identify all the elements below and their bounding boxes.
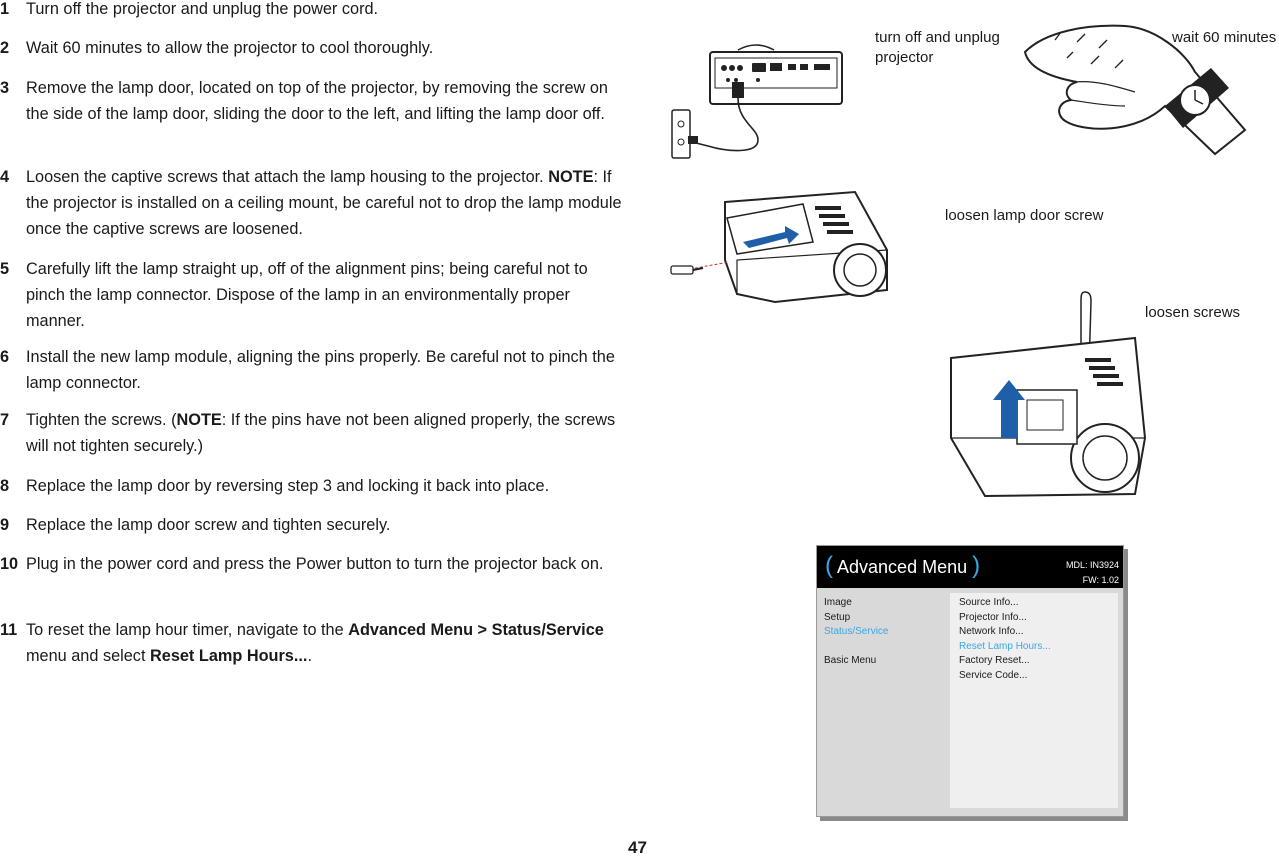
step-number: 2 bbox=[0, 39, 10, 57]
menu-item-service-code[interactable]: Service Code... bbox=[959, 669, 1028, 681]
menu-spacer bbox=[824, 640, 888, 655]
note-label: NOTE bbox=[176, 411, 222, 429]
step-text: Loosen the captive screws that attach the lamp housing to the projector. NOTE: If the projector is installed on a ceiling mount, be careful not to drop the lamp module once the captive screws are loosened. bbox=[26, 168, 622, 238]
caption-lamp-door: loosen lamp door screw bbox=[945, 207, 1104, 224]
menu-right-panel bbox=[950, 593, 1118, 808]
lamp-door-removal-illustration bbox=[665, 190, 910, 310]
step-text: To reset the lamp hour timer, navigate to the Advanced Menu > Status/Service menu and select Reset Lamp Hours.... bbox=[26, 621, 604, 665]
step-text: Plug in the power cord and press the Power button to turn the projector back on. bbox=[26, 555, 604, 573]
note-label: NOTE bbox=[548, 168, 594, 186]
menu-item-image[interactable]: Image bbox=[824, 597, 852, 608]
menu-item-setup[interactable]: Setup bbox=[824, 611, 851, 623]
menu-item-basic-menu[interactable]: Basic Menu bbox=[824, 655, 877, 666]
firmware-label: FW: 1.02 bbox=[1082, 575, 1119, 585]
page-number: 47 bbox=[628, 838, 647, 857]
caption-turn-off: turn off and unplug projector bbox=[875, 29, 1000, 66]
step-text: Install the new lamp module, aligning the pins properly. Be careful not to pinch the lamp connector. bbox=[26, 348, 615, 392]
step-text: Replace the lamp door by reversing step 3 and locking it back into place. bbox=[26, 477, 550, 495]
menu-item-status-service[interactable]: Status/Service bbox=[824, 626, 889, 637]
step-text: Replace the lamp door screw and tighten securely. bbox=[26, 516, 391, 534]
step-text: Remove the lamp door, located on top of the projector, by removing the screw on the side of the lamp door, sliding the door to the left, and lifting the lamp door off. bbox=[26, 79, 608, 123]
step-number: 3 bbox=[0, 79, 10, 97]
step-number: 8 bbox=[0, 477, 10, 495]
step-text: Carefully lift the lamp straight up, off of the alignment pins; being careful not to pinch the lamp connector. Dispose of the lamp in an environmentally proper manner. bbox=[26, 260, 588, 330]
menu-path: Advanced Menu > Status/Service bbox=[348, 621, 604, 639]
step-number: 6 bbox=[0, 348, 10, 366]
advanced-menu-screenshot bbox=[816, 545, 1124, 817]
menu-left-column bbox=[824, 596, 888, 669]
step-number: 7 bbox=[0, 411, 10, 429]
menu-item-reset-lamp-hours[interactable]: Reset Lamp Hours... bbox=[959, 640, 1051, 652]
lamp-module-illustration bbox=[945, 288, 1170, 500]
step-number: 4 bbox=[0, 168, 10, 186]
step-number: 9 bbox=[0, 516, 10, 534]
menu-header bbox=[817, 546, 1123, 588]
step-number: 11 bbox=[0, 621, 18, 639]
menu-item-source-info[interactable]: Source Info... bbox=[959, 597, 1019, 608]
step-text: Turn off the projector and unplug the power cord. bbox=[26, 0, 379, 18]
step-number: 5 bbox=[0, 260, 10, 278]
menu-item-projector-info[interactable]: Projector Info... bbox=[959, 611, 1027, 623]
menu-title: ( Advanced Menu ) bbox=[825, 552, 981, 579]
menu-target: Reset Lamp Hours... bbox=[150, 647, 308, 665]
menu-item-factory-reset[interactable]: Factory Reset... bbox=[959, 655, 1030, 666]
projector-unplug-illustration bbox=[668, 42, 848, 162]
step-number: 1 bbox=[0, 0, 10, 18]
caption-wait: wait 60 minutes bbox=[1172, 29, 1277, 46]
step-number: 10 bbox=[0, 555, 19, 573]
menu-item-network-info[interactable]: Network Info... bbox=[959, 626, 1024, 637]
model-label: MDL: IN3924 bbox=[1065, 560, 1119, 570]
caption-screws: loosen screws bbox=[1145, 304, 1241, 321]
step-text: Tighten the screws. (NOTE: If the pins have not been aligned properly, the screws will not tighten securely.) bbox=[26, 411, 616, 455]
step-text: Wait 60 minutes to allow the projector to cool thoroughly. bbox=[26, 39, 434, 57]
